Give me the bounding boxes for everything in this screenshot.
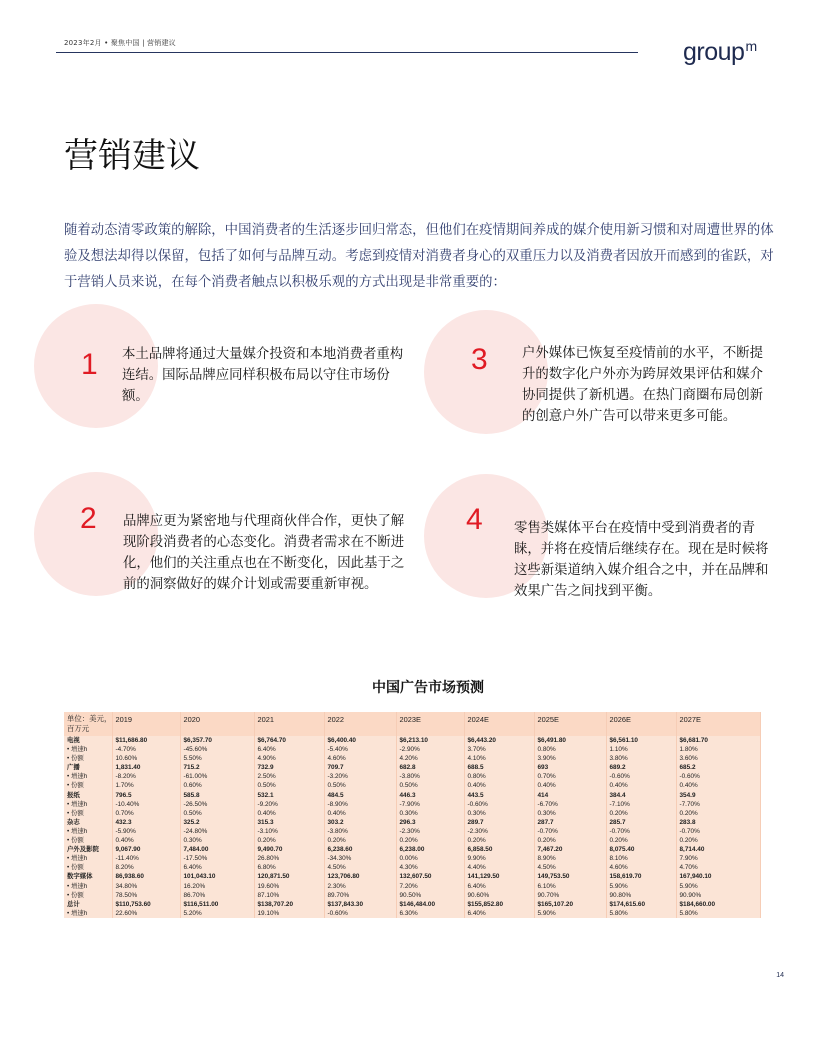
table-cell: -6.70% xyxy=(534,800,606,809)
groupm-logo: group$^m$ xyxy=(683,38,757,66)
table-cell: 5.20% xyxy=(180,909,254,918)
table-cell: 0.20% xyxy=(534,836,606,845)
row-label: 杂志 xyxy=(64,818,112,827)
row-label: • 增速h xyxy=(64,772,112,781)
table-cell: -5.90% xyxy=(112,827,180,836)
table-cell: 3.80% xyxy=(606,754,676,763)
table-row xyxy=(64,772,760,781)
forecast-table-container xyxy=(64,712,760,918)
table-cell: $6,400.40 xyxy=(324,736,396,745)
table-cell: 90.70% xyxy=(534,891,606,900)
table-cell: 688.5 xyxy=(464,763,534,772)
table-cell: 0.50% xyxy=(254,781,324,790)
table-cell: 0.20% xyxy=(464,836,534,845)
year-header: 2019 xyxy=(112,712,180,736)
table-cell: 5.90% xyxy=(606,882,676,891)
table-cell: 9,067.90 xyxy=(112,845,180,854)
table-cell: 484.5 xyxy=(324,791,396,800)
table-cell: 3.90% xyxy=(534,754,606,763)
table-cell: 9,490.70 xyxy=(254,845,324,854)
table-cell: -0.60% xyxy=(324,909,396,918)
table-cell: $138,707.20 xyxy=(254,900,324,909)
table-cell: 16.20% xyxy=(180,882,254,891)
table-cell: $6,443.20 xyxy=(464,736,534,745)
table-cell: 414 xyxy=(534,791,606,800)
table-cell: 0.30% xyxy=(180,836,254,845)
table-cell: 3.70% xyxy=(464,745,534,754)
table-cell: $155,852.80 xyxy=(464,900,534,909)
forecast-table-body xyxy=(64,736,760,918)
table-cell: 289.7 xyxy=(464,818,534,827)
table-cell: 0.80% xyxy=(534,745,606,754)
table-cell: 0.70% xyxy=(112,809,180,818)
table-cell: -34.30% xyxy=(324,854,396,863)
table-cell: 123,706.80 xyxy=(324,872,396,881)
table-cell: 4.60% xyxy=(324,754,396,763)
table-cell: 86,938.60 xyxy=(112,872,180,881)
table-cell: 19.10% xyxy=(254,909,324,918)
table-cell: $184,660.00 xyxy=(676,900,760,909)
table-row xyxy=(64,872,760,881)
table-cell: 78.50% xyxy=(112,891,180,900)
table-cell: 0.20% xyxy=(606,809,676,818)
table-cell: 0.00% xyxy=(396,854,464,863)
row-label: • 增速h xyxy=(64,854,112,863)
table-cell: 0.40% xyxy=(254,809,324,818)
table-cell: 443.5 xyxy=(464,791,534,800)
table-cell: -61.00% xyxy=(180,772,254,781)
table-cell: 285.7 xyxy=(606,818,676,827)
table-cell: -3.80% xyxy=(396,772,464,781)
table-row xyxy=(64,836,760,845)
table-cell: -24.80% xyxy=(180,827,254,836)
table-cell: 0.70% xyxy=(534,772,606,781)
table-cell: 0.60% xyxy=(180,781,254,790)
table-cell: 1,831.40 xyxy=(112,763,180,772)
row-label: • 份额 xyxy=(64,836,112,845)
table-cell: 4.40% xyxy=(464,863,534,872)
table-cell: 682.8 xyxy=(396,763,464,772)
table-cell: 7.90% xyxy=(676,854,760,863)
table-cell: -45.60% xyxy=(180,745,254,754)
table-cell: 90.50% xyxy=(396,891,464,900)
table-cell: 5.90% xyxy=(676,882,760,891)
table-cell: 4.90% xyxy=(254,754,324,763)
table-cell: 283.8 xyxy=(676,818,760,827)
forecast-table xyxy=(64,712,761,918)
table-cell: $6,681.70 xyxy=(676,736,760,745)
table-cell: $6,764.70 xyxy=(254,736,324,745)
table-cell: 315.3 xyxy=(254,818,324,827)
table-cell: 2.30% xyxy=(324,882,396,891)
rec-4-number: 4 xyxy=(466,503,483,536)
table-cell: 167,940.10 xyxy=(676,872,760,881)
table-cell: 86.70% xyxy=(180,891,254,900)
table-cell: 4.30% xyxy=(396,863,464,872)
table-cell: $165,107.20 xyxy=(534,900,606,909)
table-cell: 0.20% xyxy=(676,836,760,845)
table-cell: 26.80% xyxy=(254,854,324,863)
table-cell: 532.1 xyxy=(254,791,324,800)
table-cell: 6.30% xyxy=(396,909,464,918)
table-row xyxy=(64,900,760,909)
table-cell: 132,607.50 xyxy=(396,872,464,881)
table-cell: 101,043.10 xyxy=(180,872,254,881)
table-cell: -2.90% xyxy=(396,745,464,754)
rec-4-text: 零售类媒体平台在疫情中受到消费者的青睐，并将在疫情后继续存在。现在是时候将这些新渠道纳入媒介组合之中，并在品牌和效果广告之间找到平衡。 xyxy=(514,521,769,599)
table-cell: 325.2 xyxy=(180,818,254,827)
table-cell: 446.3 xyxy=(396,791,464,800)
row-label: 广播 xyxy=(64,763,112,772)
table-cell: -10.40% xyxy=(112,800,180,809)
table-cell: 6.40% xyxy=(180,863,254,872)
table-cell: -5.40% xyxy=(324,745,396,754)
table-cell: 89.70% xyxy=(324,891,396,900)
table-row xyxy=(64,763,760,772)
table-cell: 158,619.70 xyxy=(606,872,676,881)
table-cell: 0.40% xyxy=(324,809,396,818)
table-cell: 296.3 xyxy=(396,818,464,827)
rec-2-number: 2 xyxy=(80,502,97,535)
row-label: • 份额 xyxy=(64,863,112,872)
table-title: 中国广告市场预测 xyxy=(372,680,484,696)
table-cell: 6.10% xyxy=(534,882,606,891)
table-row xyxy=(64,827,760,836)
table-cell: -8.90% xyxy=(324,800,396,809)
row-label: • 份额 xyxy=(64,754,112,763)
table-row xyxy=(64,863,760,872)
table-cell: -3.20% xyxy=(324,772,396,781)
table-cell: -0.60% xyxy=(606,772,676,781)
table-cell: 120,871.50 xyxy=(254,872,324,881)
table-cell: 5.80% xyxy=(606,909,676,918)
page-title: 营销建议 xyxy=(64,136,200,176)
table-cell: 8.20% xyxy=(112,863,180,872)
table-row xyxy=(64,791,760,800)
table-cell: 6,858.50 xyxy=(464,845,534,854)
table-cell: 0.40% xyxy=(676,781,760,790)
table-cell: 0.30% xyxy=(396,809,464,818)
table-cell: 8,714.40 xyxy=(676,845,760,854)
year-header: 2022 xyxy=(324,712,396,736)
table-cell: 90.60% xyxy=(464,891,534,900)
table-cell: 4.70% xyxy=(676,863,760,872)
row-label: 电视 xyxy=(64,736,112,745)
table-cell: 732.9 xyxy=(254,763,324,772)
table-cell: 0.20% xyxy=(676,809,760,818)
rec-1-text: 本土品牌将通过大量媒介投资和本地消费者重构连结。国际品牌应同样积极布局以守住市场份额。 xyxy=(122,347,404,404)
year-header: 2020 xyxy=(180,712,254,736)
row-label: 户外及影院 xyxy=(64,845,112,854)
table-cell: $174,615.60 xyxy=(606,900,676,909)
table-cell: 0.40% xyxy=(606,781,676,790)
table-cell: 0.20% xyxy=(606,836,676,845)
table-cell: 796.5 xyxy=(112,791,180,800)
table-cell: 5.50% xyxy=(180,754,254,763)
table-cell: 585.8 xyxy=(180,791,254,800)
table-cell: 0.80% xyxy=(464,772,534,781)
table-cell: -0.60% xyxy=(464,800,534,809)
table-cell: 90.80% xyxy=(606,891,676,900)
table-cell: $6,491.80 xyxy=(534,736,606,745)
table-cell: 6,238.00 xyxy=(396,845,464,854)
table-cell: 6.40% xyxy=(464,909,534,918)
row-label: 数字媒体 xyxy=(64,872,112,881)
row-label: • 增速h xyxy=(64,745,112,754)
table-cell: 10.60% xyxy=(112,754,180,763)
table-cell: $116,511.00 xyxy=(180,900,254,909)
table-cell: 3.60% xyxy=(676,754,760,763)
table-row xyxy=(64,809,760,818)
table-cell: 0.20% xyxy=(396,836,464,845)
table-cell: -9.20% xyxy=(254,800,324,809)
table-cell: 0.40% xyxy=(534,781,606,790)
year-header: 2021 xyxy=(254,712,324,736)
table-cell: 685.2 xyxy=(676,763,760,772)
table-cell: 1.70% xyxy=(112,781,180,790)
table-row xyxy=(64,800,760,809)
table-cell: 34.80% xyxy=(112,882,180,891)
table-cell: -2.30% xyxy=(396,827,464,836)
unit-header: 单位：美元，百万元 xyxy=(64,712,112,736)
table-row xyxy=(64,736,760,745)
table-cell: -7.90% xyxy=(396,800,464,809)
table-cell: 6.80% xyxy=(254,863,324,872)
table-cell: 7,467.20 xyxy=(534,845,606,854)
table-cell: 149,753.50 xyxy=(534,872,606,881)
year-header: 2027E xyxy=(676,712,760,736)
header-text: 2023年2月 • 聚焦中国 | 营销建议 xyxy=(64,39,176,47)
table-cell: 0.30% xyxy=(534,809,606,818)
row-label: • 增速h xyxy=(64,800,112,809)
table-cell: 693 xyxy=(534,763,606,772)
row-label: • 份额 xyxy=(64,891,112,900)
table-cell: 2.50% xyxy=(254,772,324,781)
row-label: • 增速h xyxy=(64,882,112,891)
table-cell: -8.20% xyxy=(112,772,180,781)
table-cell: 141,129.50 xyxy=(464,872,534,881)
table-cell: -11.40% xyxy=(112,854,180,863)
table-cell: -4.70% xyxy=(112,745,180,754)
table-cell: 715.2 xyxy=(180,763,254,772)
table-row xyxy=(64,845,760,854)
table-cell: -3.10% xyxy=(254,827,324,836)
table-cell: 0.30% xyxy=(464,809,534,818)
table-cell: -7.10% xyxy=(606,800,676,809)
page-number: 14 xyxy=(776,972,784,979)
row-label: 总计 xyxy=(64,900,112,909)
table-cell: 0.40% xyxy=(112,836,180,845)
rec-3-number: 3 xyxy=(471,343,488,376)
table-cell: $6,357.70 xyxy=(180,736,254,745)
table-cell: 22.60% xyxy=(112,909,180,918)
intro-paragraph: 随着动态清零政策的解除，中国消费者的生活逐步回归常态，但他们在疫情期间养成的媒介使用新习惯和对周遭世界的体验及想法却得以保留，包括了如何与品牌互动。考虑到疫情对消费者身心的双重压力以及消费者因放开而感到的雀跃，对于营销人员来说，在每个消费者触点以积极乐观的方式出现是非常重要的： xyxy=(64,223,774,290)
table-cell: 709.7 xyxy=(324,763,396,772)
row-label: • 增速h xyxy=(64,909,112,918)
table-cell: 87.10% xyxy=(254,891,324,900)
table-cell: -0.70% xyxy=(606,827,676,836)
table-row xyxy=(64,818,760,827)
table-cell: 9.90% xyxy=(464,854,534,863)
row-label: • 份额 xyxy=(64,809,112,818)
table-cell: 4.10% xyxy=(464,754,534,763)
table-cell: 0.50% xyxy=(180,809,254,818)
year-header: 2023E xyxy=(396,712,464,736)
year-header: 2024E xyxy=(464,712,534,736)
table-cell: 19.60% xyxy=(254,882,324,891)
table-cell: 6.40% xyxy=(254,745,324,754)
table-cell: $137,843.30 xyxy=(324,900,396,909)
table-cell: $6,561.10 xyxy=(606,736,676,745)
table-row xyxy=(64,882,760,891)
table-row xyxy=(64,909,760,918)
rec-3-text: 户外媒体已恢复至疫情前的水平，不断提升的数字化户外亦为跨屏效果评估和媒介协同提供了新机遇。在热门商圈布局创新的创意户外广告可以带来更多可能。 xyxy=(522,346,764,424)
table-cell: $110,753.60 xyxy=(112,900,180,909)
table-cell: -26.50% xyxy=(180,800,254,809)
table-cell: $146,484.00 xyxy=(396,900,464,909)
table-cell: 0.20% xyxy=(254,836,324,845)
table-cell: 4.20% xyxy=(396,754,464,763)
table-cell: 1.10% xyxy=(606,745,676,754)
table-cell: $11,686.80 xyxy=(112,736,180,745)
rec-2-text: 品牌应更为紧密地与代理商伙伴合作，更快了解现阶段消费者的心态变化。消费者需求在不断进化，他们的关注重点也在不断变化，因此基于之前的洞察做好的媒介计划或需要重新审视。 xyxy=(123,514,405,592)
table-cell: 4.50% xyxy=(324,863,396,872)
table-cell: 7.20% xyxy=(396,882,464,891)
table-cell: -0.70% xyxy=(534,827,606,836)
table-cell: 6.40% xyxy=(464,882,534,891)
table-row xyxy=(64,745,760,754)
table-cell: 8.90% xyxy=(534,854,606,863)
table-cell: -17.50% xyxy=(180,854,254,863)
table-cell: 7,484.00 xyxy=(180,845,254,854)
table-cell: 303.2 xyxy=(324,818,396,827)
table-cell: 4.50% xyxy=(534,863,606,872)
table-cell: 8.10% xyxy=(606,854,676,863)
table-cell: 6,238.60 xyxy=(324,845,396,854)
row-label: 报纸 xyxy=(64,791,112,800)
table-row xyxy=(64,891,760,900)
table-row xyxy=(64,781,760,790)
table-cell: 0.40% xyxy=(464,781,534,790)
table-cell: -0.70% xyxy=(676,827,760,836)
table-cell: 0.50% xyxy=(324,781,396,790)
year-header: 2026E xyxy=(606,712,676,736)
table-cell: 689.2 xyxy=(606,763,676,772)
table-cell: 8,075.40 xyxy=(606,845,676,854)
table-cell: 384.4 xyxy=(606,791,676,800)
table-cell: 5.90% xyxy=(534,909,606,918)
table-cell: 4.60% xyxy=(606,863,676,872)
table-cell: 354.9 xyxy=(676,791,760,800)
table-cell: $6,213.10 xyxy=(396,736,464,745)
year-header: 2025E xyxy=(534,712,606,736)
table-cell: 0.50% xyxy=(396,781,464,790)
table-cell: 90.90% xyxy=(676,891,760,900)
table-cell: -7.70% xyxy=(676,800,760,809)
rec-1-number: 1 xyxy=(81,348,98,381)
table-cell: 1.80% xyxy=(676,745,760,754)
table-cell: -3.80% xyxy=(324,827,396,836)
row-label: • 增速h xyxy=(64,827,112,836)
table-cell: -0.60% xyxy=(676,772,760,781)
table-cell: 5.80% xyxy=(676,909,760,918)
table-cell: 432.3 xyxy=(112,818,180,827)
table-row xyxy=(64,854,760,863)
table-cell: 0.20% xyxy=(324,836,396,845)
table-row xyxy=(64,754,760,763)
row-label: • 份额 xyxy=(64,781,112,790)
table-cell: 287.7 xyxy=(534,818,606,827)
header-divider xyxy=(56,52,638,53)
table-cell: -2.30% xyxy=(464,827,534,836)
